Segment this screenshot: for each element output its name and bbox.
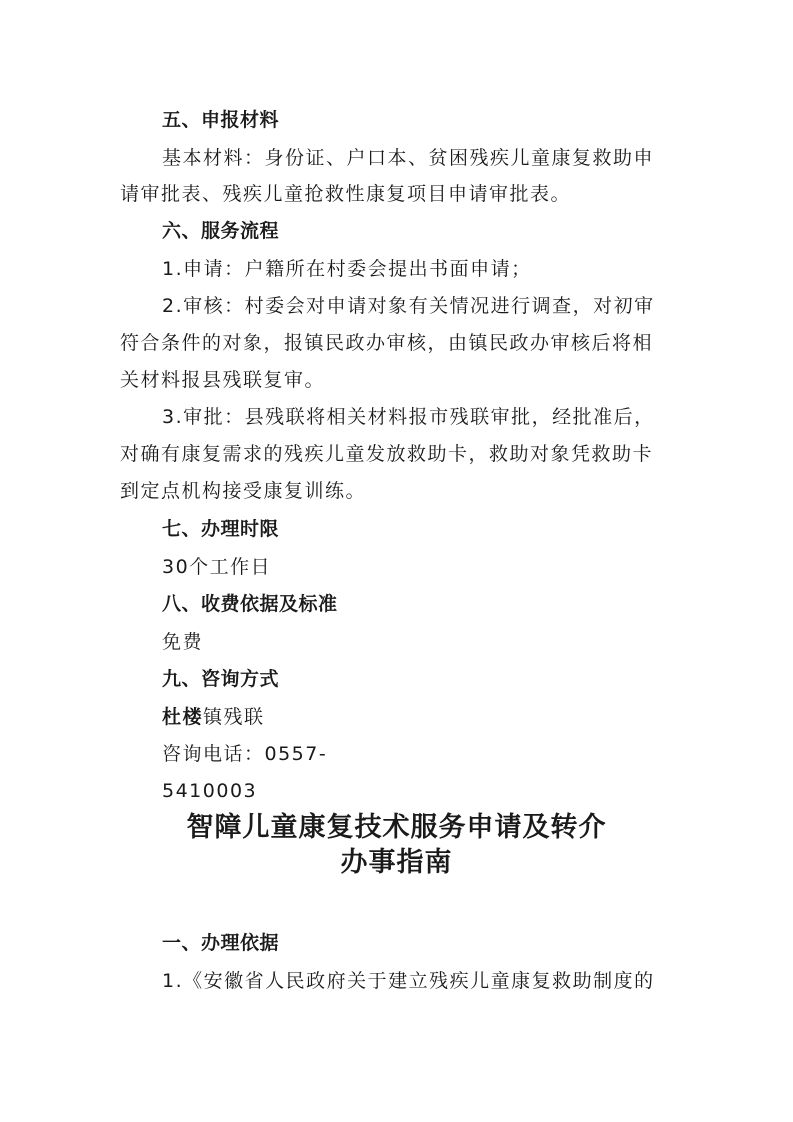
fees-text: 免费 bbox=[162, 631, 204, 653]
paragraph-line: 1.申请：户籍所在村委会提出书面申请； bbox=[162, 258, 532, 280]
contact-org bbox=[162, 705, 722, 729]
section-heading-basis: 一、办理依据 bbox=[162, 932, 280, 954]
paragraph-line: 到定点机构接受康复训练。 bbox=[120, 480, 367, 502]
section-heading-process: 六、服务流程 bbox=[162, 220, 280, 242]
section-heading-contact: 九、咨询方式 bbox=[162, 668, 280, 690]
paragraph-line: 2.审核：村委会对申请对象有关情况进行调查，对初审 bbox=[162, 295, 655, 317]
paragraph-line: 关材料报县残联复审。 bbox=[120, 369, 326, 391]
contact-phone-line1: 咨询电话：0557- bbox=[162, 743, 328, 765]
guide-title-line1: 智障儿童康复技术服务申请及转介 bbox=[186, 812, 607, 843]
guide-title-line2: 办事指南 bbox=[340, 847, 453, 878]
paragraph-line: 基本材料：身份证、户口本、贫困残疾儿童康复救助申 bbox=[162, 147, 655, 169]
section-heading-materials: 五、申报材料 bbox=[162, 109, 280, 131]
section-heading-fees: 八、收费依据及标准 bbox=[162, 593, 338, 615]
time-limit-text: 30个工作日 bbox=[162, 556, 272, 578]
paragraph-line: 1.《安徽省人民政府关于建立残疾儿童康复救助制度的 bbox=[162, 970, 655, 992]
paragraph-line: 3.审批：县残联将相关材料报市残联审批，经批准后， bbox=[162, 406, 655, 428]
contact-org-bold: 杜楼 bbox=[162, 706, 204, 728]
paragraph-line: 符合条件的对象，报镇民政办审核，由镇民政办审核后将相 bbox=[120, 332, 654, 354]
contact-org-rest: 镇残联 bbox=[203, 706, 265, 728]
paragraph-line: 请审批表、残疾儿童抢救性康复项目申请审批表。 bbox=[120, 183, 572, 205]
contact-phone-line2: 5410003 bbox=[162, 780, 258, 802]
paragraph-line: 对确有康复需求的残疾儿童发放救助卡，救助对象凭救助卡 bbox=[120, 443, 654, 465]
section-heading-time-limit: 七、办理时限 bbox=[162, 518, 280, 540]
